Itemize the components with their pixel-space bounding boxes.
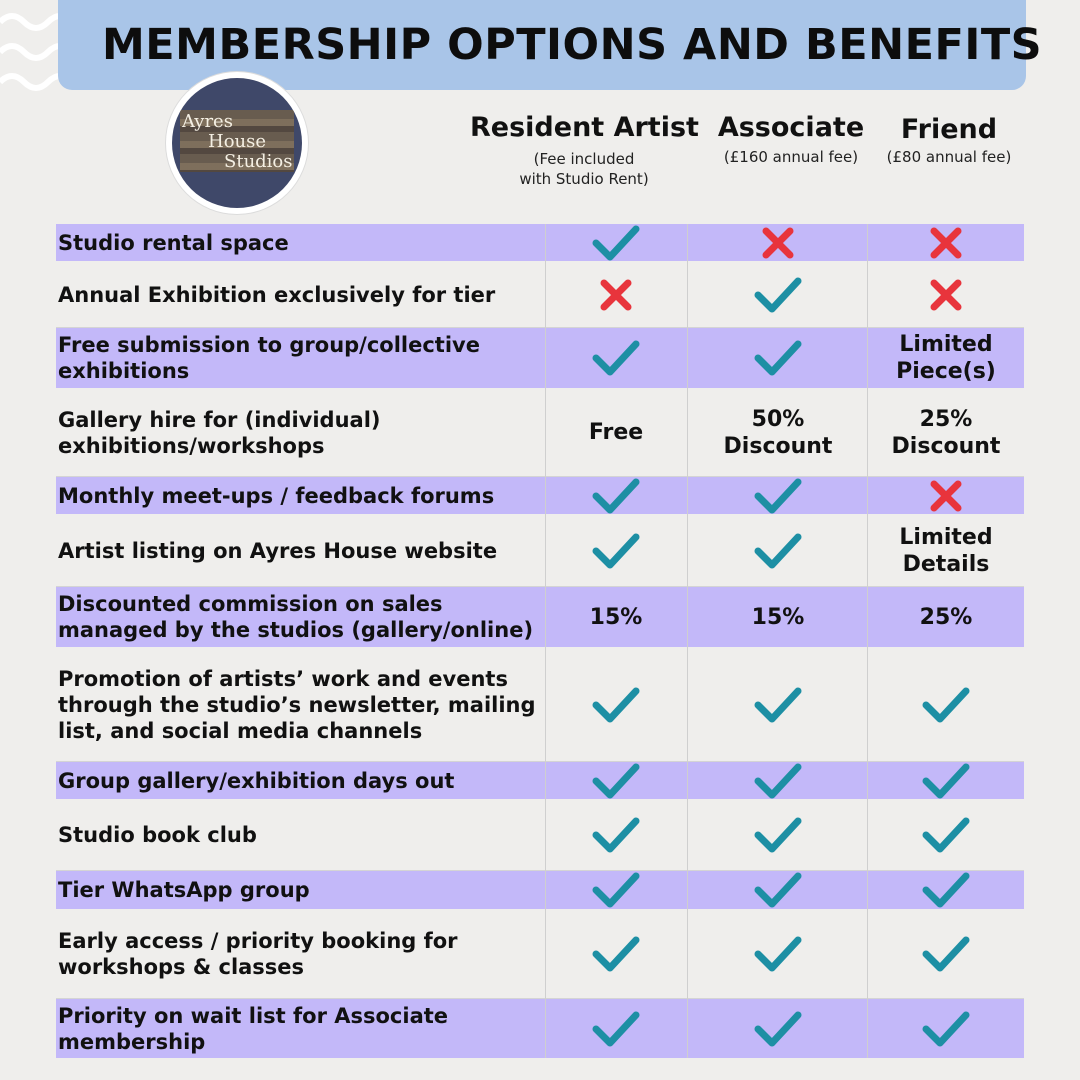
- table-row: [56, 477, 1024, 514]
- page-title: MEMBERSHIP OPTIONS AND BENEFITS: [102, 20, 1043, 70]
- column-divider: [867, 224, 868, 1058]
- column-header-associate: [708, 112, 874, 167]
- benefit-label: Priority on wait list for Associate membership: [58, 1003, 449, 1054]
- benefit-label: Annual Exhibition exclusively for tier: [58, 282, 496, 307]
- benefit-label: Free submission to group/collective exhibitions: [58, 333, 480, 383]
- cross-icon: [868, 477, 1024, 514]
- check-icon: [868, 762, 1024, 799]
- table-row: [56, 871, 1024, 909]
- benefit-label: Studio book club: [58, 823, 257, 847]
- benefit-label: Group gallery/exhibition days out: [58, 768, 455, 793]
- check-icon: [688, 999, 868, 1058]
- table-row: [56, 999, 1024, 1058]
- check-icon: [688, 647, 868, 762]
- check-icon: [546, 224, 686, 261]
- check-icon: [688, 909, 868, 999]
- check-icon: [688, 261, 868, 328]
- column-divider: [687, 224, 688, 1058]
- check-icon: [688, 799, 868, 871]
- table-row: [56, 224, 1024, 261]
- logo-text-line3: Studios: [224, 151, 293, 172]
- check-icon: [688, 871, 868, 909]
- cross-icon: [546, 261, 686, 328]
- check-icon: [868, 799, 1024, 871]
- table-row: [56, 328, 1024, 388]
- cell-friend-value: 25%: [919, 604, 973, 630]
- check-icon: [688, 762, 868, 799]
- check-icon: [546, 514, 686, 587]
- check-icon: [546, 799, 686, 871]
- benefit-label: Gallery hire for (individual) exhibitions/workshops: [58, 407, 381, 458]
- cell-friend-value: Limited Piece(s): [896, 332, 996, 384]
- table-row: [56, 762, 1024, 799]
- column-name: Resident Artist: [470, 112, 699, 143]
- column-name: Associate: [717, 112, 865, 143]
- table-row: [56, 261, 1024, 328]
- benefit-label: Promotion of artists’ work and events through the studio’s newsletter, mailing list, and social media channels: [58, 666, 536, 743]
- check-icon: [546, 477, 686, 514]
- table-row: [56, 388, 1024, 477]
- benefit-label: Artist listing on Ayres House website: [58, 538, 498, 563]
- column-fee: (Fee included with Studio Rent): [519, 150, 649, 188]
- check-icon: [546, 871, 686, 909]
- check-icon: [546, 328, 686, 388]
- logo-text-line1: Ayres: [182, 111, 233, 132]
- table-row: [56, 647, 1024, 762]
- check-icon: [868, 871, 1024, 909]
- check-icon: [688, 514, 868, 587]
- check-icon: [546, 909, 686, 999]
- benefit-label: Tier WhatsApp group: [58, 878, 310, 902]
- column-divider: [545, 224, 546, 1058]
- column-header-resident-artist: [470, 112, 698, 189]
- benefit-label: Studio rental space: [58, 230, 289, 255]
- table-row: [56, 514, 1024, 587]
- cell-associate-value: 50% Discount: [723, 406, 833, 459]
- check-icon: [868, 999, 1024, 1058]
- check-icon: [688, 328, 868, 388]
- check-icon: [868, 647, 1024, 762]
- cell-associate-value: 15%: [751, 604, 805, 630]
- check-icon: [688, 477, 868, 514]
- column-header-friend: [874, 114, 1024, 167]
- title-banner: [58, 0, 1043, 90]
- cell-friend-value: Limited Details: [899, 524, 993, 577]
- logo-text-line2: House: [208, 131, 267, 152]
- check-icon: [546, 647, 686, 762]
- benefit-label: Early access / priority booking for workshops & classes: [58, 929, 458, 979]
- cell-resident-artist-value: 15%: [589, 604, 643, 630]
- cross-icon: [868, 261, 1024, 328]
- check-icon: [868, 909, 1024, 999]
- column-name: Friend: [900, 114, 998, 145]
- table-row: [56, 587, 1024, 647]
- column-fee: (£80 annual fee): [886, 148, 1012, 166]
- benefit-label: Discounted commission on sales managed by the studios (gallery/online): [58, 592, 534, 642]
- cross-icon: [868, 224, 1024, 261]
- cell-resident-artist-value: Free: [588, 420, 644, 445]
- cell-friend-value: 25% Discount: [891, 406, 1001, 459]
- check-icon: [546, 999, 686, 1058]
- table-row: [56, 799, 1024, 871]
- benefit-label: Monthly meet-ups / feedback forums: [58, 483, 495, 508]
- cross-icon: [688, 224, 868, 261]
- table-row: [56, 909, 1024, 999]
- ayres-house-studios-logo: [166, 72, 308, 214]
- column-fee: (£160 annual fee): [723, 148, 859, 166]
- check-icon: [546, 762, 686, 799]
